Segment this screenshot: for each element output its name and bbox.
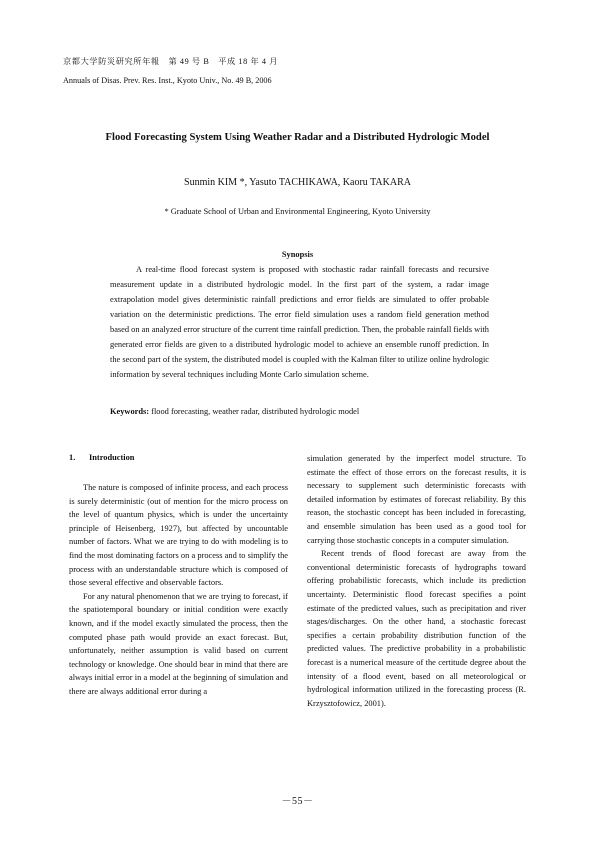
body-paragraph: simulation generated by the imperfect model structure. To estimate the effect of those errors on the forecast results, it is necessary to supplement such deterministic forecasts with detailed information by estimates of forecast reliability. By this reason, the stochastic concept has been included in forecasting, and ensemble simulation has been used as a good tool for carrying those stochastic concepts in a computer simulation. — [307, 454, 526, 545]
keywords-line — [110, 406, 510, 417]
left-column — [69, 452, 288, 699]
journal-header-english: Annuals of Disas. Prev. Res. Inst., Kyoto Univ., No. 49 B, 2006 — [63, 76, 272, 85]
synopsis-text: A real-time flood forecast system is proposed with stochastic radar rainfall forecasts and recursive measurement update in a distributed hydrologic model. In the first part of the system, a radar image extrapolation model gives deterministic rainfall predictions and error fields are simulated to offer probable variation on the deterministic predictions. The error field simulation uses a random field generation method based on an analyzed error structure of the current time rainfall prediction. Then, the probable rainfall fields with generated error fields are given to a distributed hydrologic model to achieve an ensemble runoff prediction. In the second part of the system, the distributed model is coupled with the Kalman filter to utilize online hydrologic information by several techniques including Monte Carlo simulation scheme. — [110, 265, 489, 379]
keywords-label: Keywords: — [110, 407, 150, 416]
section-title: Introduction — [89, 453, 135, 462]
right-column — [307, 452, 526, 710]
journal-header-japanese: 京都大学防災研究所年報 第 49 号 B 平成 18 年 4 月 — [63, 57, 279, 66]
paper-title: Flood Forecasting System Using Weather Radar and a Distributed Hydrologic Model — [105, 132, 490, 143]
body-paragraph: The nature is composed of infinite process, and each process is surely deterministic (out of mention for the micro process on the level of quantum physics, which is under the uncertainty principle of Heisenberg, 1927), but affected by uncountable number of factors. What we are trying to do with modeling is to find the most dominating factors on a process and to simplify the process with an understandable structure which is composed of those several effective and observable factors. — [69, 483, 288, 588]
page-number: －55－ — [281, 796, 314, 807]
keywords-text: flood forecasting, weather radar, distributed hydrologic model — [149, 407, 360, 416]
body-paragraph: Recent trends of flood forecast are away from the conventional deterministic forecasts of hydrographs toward offering probabilistic forecasts, which include its prediction uncertainty. Deterministic flood forecast specifies a point estimate of the predicted values, such as precipitation and river stages/discharges. On the other hand, a stochastic forecast specifies a certain probability distribution function of the predicted values. The predictive probability in a probabilistic forecast is a numerical measure of the certitude degree about the intensity of a flood event, based on all meteorological or hydrological information utilized in the forecasting process (R. Krzysztofowicz, 2001). — [307, 549, 526, 708]
synopsis-heading: Synopsis — [281, 250, 314, 259]
section-number: 1. — [69, 453, 76, 462]
paper-affiliation: * Graduate School of Urban and Environmental Engineering, Kyoto University — [164, 207, 431, 216]
section-heading-introduction — [69, 452, 288, 463]
paper-authors: Sunmin KIM *, Yasuto TACHIKAWA, Kaoru TAKARA — [184, 177, 411, 188]
body-paragraph: For any natural phenomenon that we are trying to forecast, if the spatiotemporal boundary or initial condition were exactly known, and if the model exactly simulated the process, then the computed phase path would provide an exact forecast. But, unfortunately, neither assumption is valid based on current technology or knowledge. One should bear in mind that there are always initial error in a model at the beginning of simulation and there are always additional error during a — [69, 591, 288, 696]
